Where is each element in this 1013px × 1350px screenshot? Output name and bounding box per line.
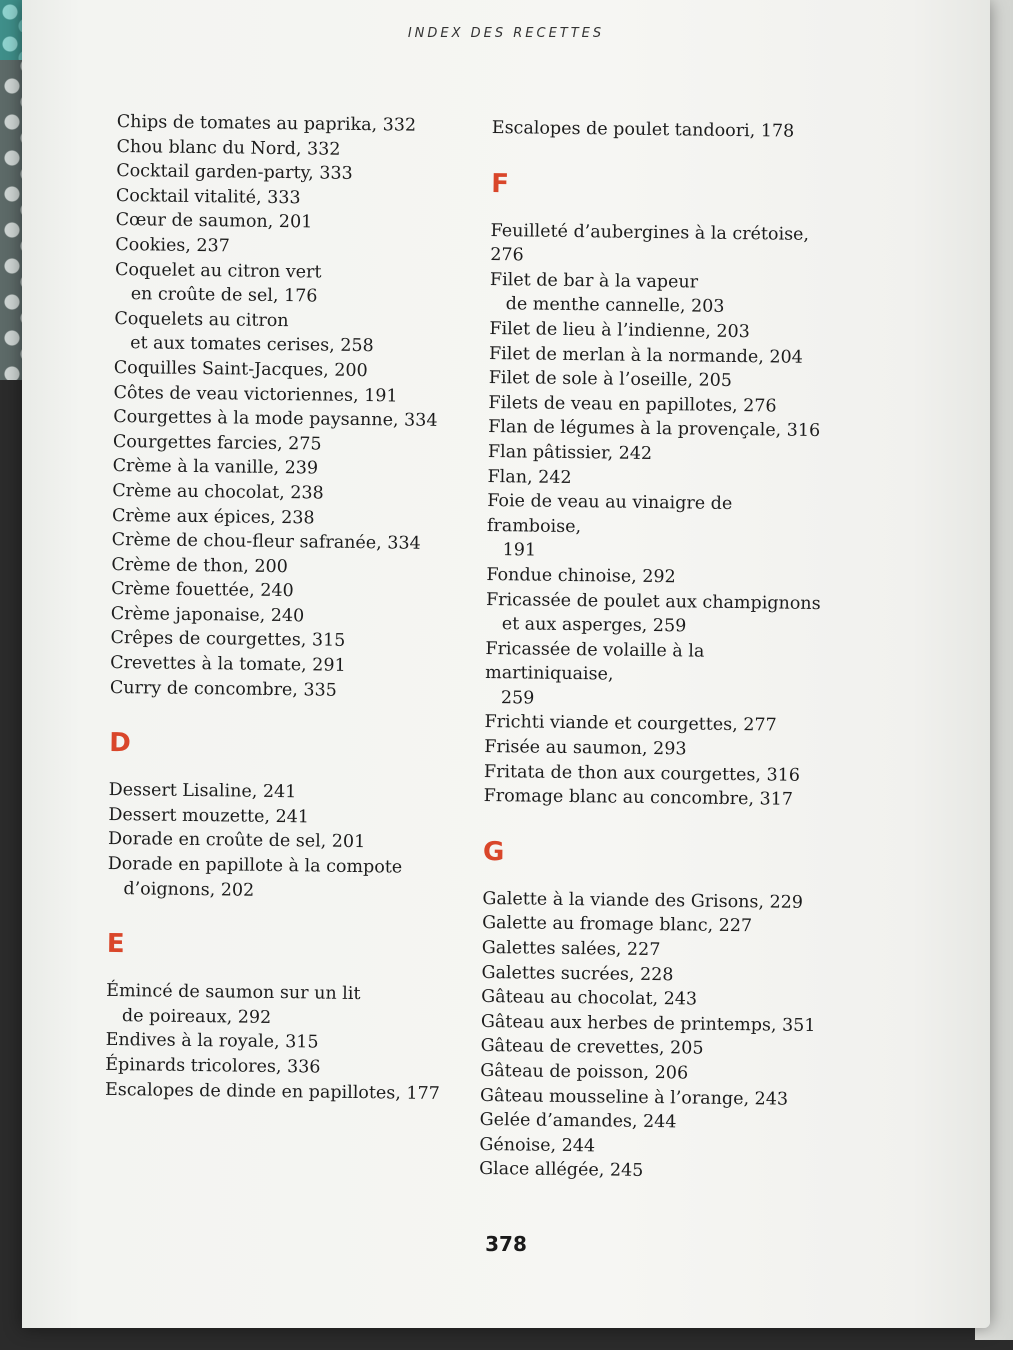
- index-entry-text: Gâteau de crevettes, 205: [480, 1036, 704, 1060]
- index-entry-text: Crème japonaise, 240: [110, 603, 305, 627]
- index-entry: [484, 784, 824, 813]
- index-entry: [492, 116, 832, 145]
- index-entry-continuation: d’oignons, 202: [123, 878, 255, 901]
- index-entry: [486, 563, 826, 592]
- index-entry-text: Flan de légumes à la provençale, 316: [488, 417, 821, 442]
- index-entry-text: Dessert Lisaline, 241: [108, 780, 297, 803]
- section-letter-e: E: [106, 929, 125, 960]
- d-entries: [107, 778, 468, 905]
- index-entry-continuation: et aux tomates cerises, 258: [130, 333, 374, 357]
- index-entry: [106, 979, 467, 1033]
- index-entry-text: Crème aux épices, 238: [111, 505, 315, 528]
- index-entry-text: Coquelet au citron vert: [114, 259, 322, 283]
- index-entry-text: Cocktail vitalité, 333: [115, 185, 301, 209]
- index-entry-text: Gâteau aux herbes de printemps, 351: [480, 1011, 816, 1036]
- e-entries-continued: [492, 116, 832, 145]
- index-entry-text: Endives à la royale, 315: [105, 1030, 319, 1053]
- index-entry-text: Frisée au saumon, 293: [484, 737, 687, 760]
- index-entry-text: Foie de veau au vinaigre de framboise,: [486, 491, 733, 537]
- index-entry-text: Dorade en papillote à la compote: [107, 853, 403, 878]
- index-entry-text: Gâteau mousseline à l’orange, 243: [479, 1085, 789, 1110]
- index-entry: [115, 233, 475, 262]
- e-entries: [105, 979, 466, 1106]
- index-column-right: [479, 116, 832, 1186]
- index-entry-text: Escalopes de poulet tandoori, 178: [491, 117, 795, 142]
- index-entry: [480, 1059, 820, 1088]
- running-header: INDEX DES RECETTES: [407, 26, 605, 41]
- index-entry-text: Dessert mouzette, 241: [108, 804, 310, 828]
- f-entries: [484, 219, 831, 813]
- index-entry: [489, 317, 829, 346]
- index-entry-text: Crème fouettée, 240: [111, 579, 294, 602]
- index-entry: [112, 479, 472, 508]
- index-entry: [484, 735, 824, 764]
- index-entry-text: Crêpes de courgettes, 315: [110, 628, 346, 652]
- index-entry-text: Coquelets au citron: [114, 308, 289, 331]
- index-entry-text: Coquilles Saint-Jacques, 200: [113, 357, 368, 382]
- index-entry-text: Fricassée de volaille à la martiniquaise,: [485, 638, 705, 685]
- section-letter-d: D: [109, 728, 132, 759]
- index-entry-text: Courgettes à la mode paysanne, 334: [113, 407, 438, 432]
- index-entry-text: Filet de merlan à la normande, 204: [488, 343, 803, 368]
- index-entry-continuation: de menthe cannelle, 203: [505, 294, 725, 318]
- index-entry: [105, 1053, 465, 1082]
- index-entry-text: Cocktail garden-party, 333: [116, 161, 353, 185]
- index-entry-text: Filet de lieu à l’indienne, 203: [489, 318, 750, 343]
- index-entry-text: Escalopes de dinde en papillotes, 177: [104, 1079, 440, 1104]
- c-entries-continued: [110, 110, 477, 705]
- index-entry-text: Frichti viande et courgettes, 277: [484, 712, 777, 736]
- index-entry: [488, 440, 828, 469]
- index-entry-continuation: en croûte de sel, 176: [130, 284, 318, 307]
- index-entry: [482, 936, 822, 965]
- index-entry-text: Fromage blanc au concombre, 317: [483, 786, 794, 810]
- index-entry-continuation: 259: [500, 688, 535, 709]
- index-entry: [490, 268, 831, 321]
- index-entry-text: Filet de sole à l’oseille, 205: [488, 368, 733, 392]
- index-entry: [107, 852, 468, 906]
- section-letter-f: F: [490, 168, 510, 199]
- index-entry-text: Courgettes farcies, 275: [112, 431, 322, 455]
- index-entry-text: Filet de bar à la vapeur: [489, 269, 699, 293]
- index-entry-text: Crème à la vanille, 239: [112, 456, 319, 479]
- index-entry: [110, 676, 470, 705]
- index-entry-text: Gâteau au chocolat, 243: [481, 987, 698, 1010]
- index-entry-text: Filets de veau en papillotes, 276: [488, 392, 777, 417]
- index-entry-continuation: 191: [502, 540, 537, 561]
- index-entry-text: Crème au chocolat, 238: [112, 480, 324, 504]
- index-entry-text: Chips de tomates au paprika, 332: [116, 111, 417, 136]
- index-entry: [117, 110, 477, 139]
- index-entry-text: Galettes sucrées, 228: [481, 962, 674, 985]
- index-entry-text: Glace allégée, 245: [479, 1159, 644, 1182]
- index-entry-text: Fritata de thon aux courgettes, 316: [483, 761, 801, 786]
- index-entry-text: Flan pâtissier, 242: [487, 441, 653, 464]
- index-column-left: [105, 110, 477, 1107]
- index-entry: [489, 366, 829, 395]
- page-number: 378: [485, 1232, 527, 1256]
- index-entry-text: Feuilleté d’aubergines à la crétoise, 276: [490, 220, 810, 266]
- index-entry-text: Crème de chou-fleur safranée, 334: [111, 530, 421, 554]
- index-entry-text: Épinards tricolores, 336: [105, 1054, 321, 1078]
- index-entry-text: Crevettes à la tomate, 291: [110, 653, 346, 676]
- index-entry-text: Flan, 242: [487, 466, 572, 488]
- index-entry-text: Fricassée de poulet aux champignons: [485, 589, 821, 614]
- g-entries: [479, 887, 823, 1186]
- index-entry-text: Côtes de veau victoriennes, 191: [113, 382, 398, 406]
- index-entry: [115, 258, 476, 312]
- section-letter-g: G: [482, 836, 505, 868]
- index-entry-text: Cœur de saumon, 201: [115, 210, 313, 233]
- index-entry-text: Gelée d’amandes, 244: [479, 1110, 677, 1133]
- index-entry-text: Génoise, 244: [479, 1134, 596, 1157]
- index-entry: [105, 1078, 465, 1107]
- index-entry-text: Galette au fromage blanc, 227: [482, 913, 753, 937]
- book-page: [22, 0, 990, 1328]
- index-entry: [479, 1157, 819, 1186]
- index-entry: [487, 489, 828, 567]
- index-entry-text: Crème de thon, 200: [111, 554, 288, 577]
- index-entry-text: Émincé de saumon sur un lit: [106, 981, 361, 1005]
- index-entry: [485, 637, 826, 715]
- index-entry-continuation: et aux asperges, 259: [501, 614, 687, 637]
- index-entry-text: Dorade en croûte de sel, 201: [107, 829, 366, 853]
- index-entry-text: Cookies, 237: [115, 234, 230, 257]
- index-entry-text: Galette à la viande des Grisons, 229: [482, 888, 804, 913]
- index-entry: [114, 356, 474, 385]
- index-entry-continuation: de poireaux, 292: [121, 1005, 272, 1028]
- index-entry: [486, 587, 827, 640]
- index-entry-text: Fondue chinoise, 292: [486, 564, 676, 588]
- index-entry-text: Gâteau de poisson, 206: [480, 1060, 689, 1084]
- index-entry: [114, 307, 475, 361]
- index-entry-text: Galettes salées, 227: [481, 937, 661, 961]
- index-entry-text: Curry de concombre, 335: [109, 677, 338, 701]
- index-entry-text: Chou blanc du Nord, 332: [116, 136, 341, 160]
- index-entry: [490, 219, 831, 272]
